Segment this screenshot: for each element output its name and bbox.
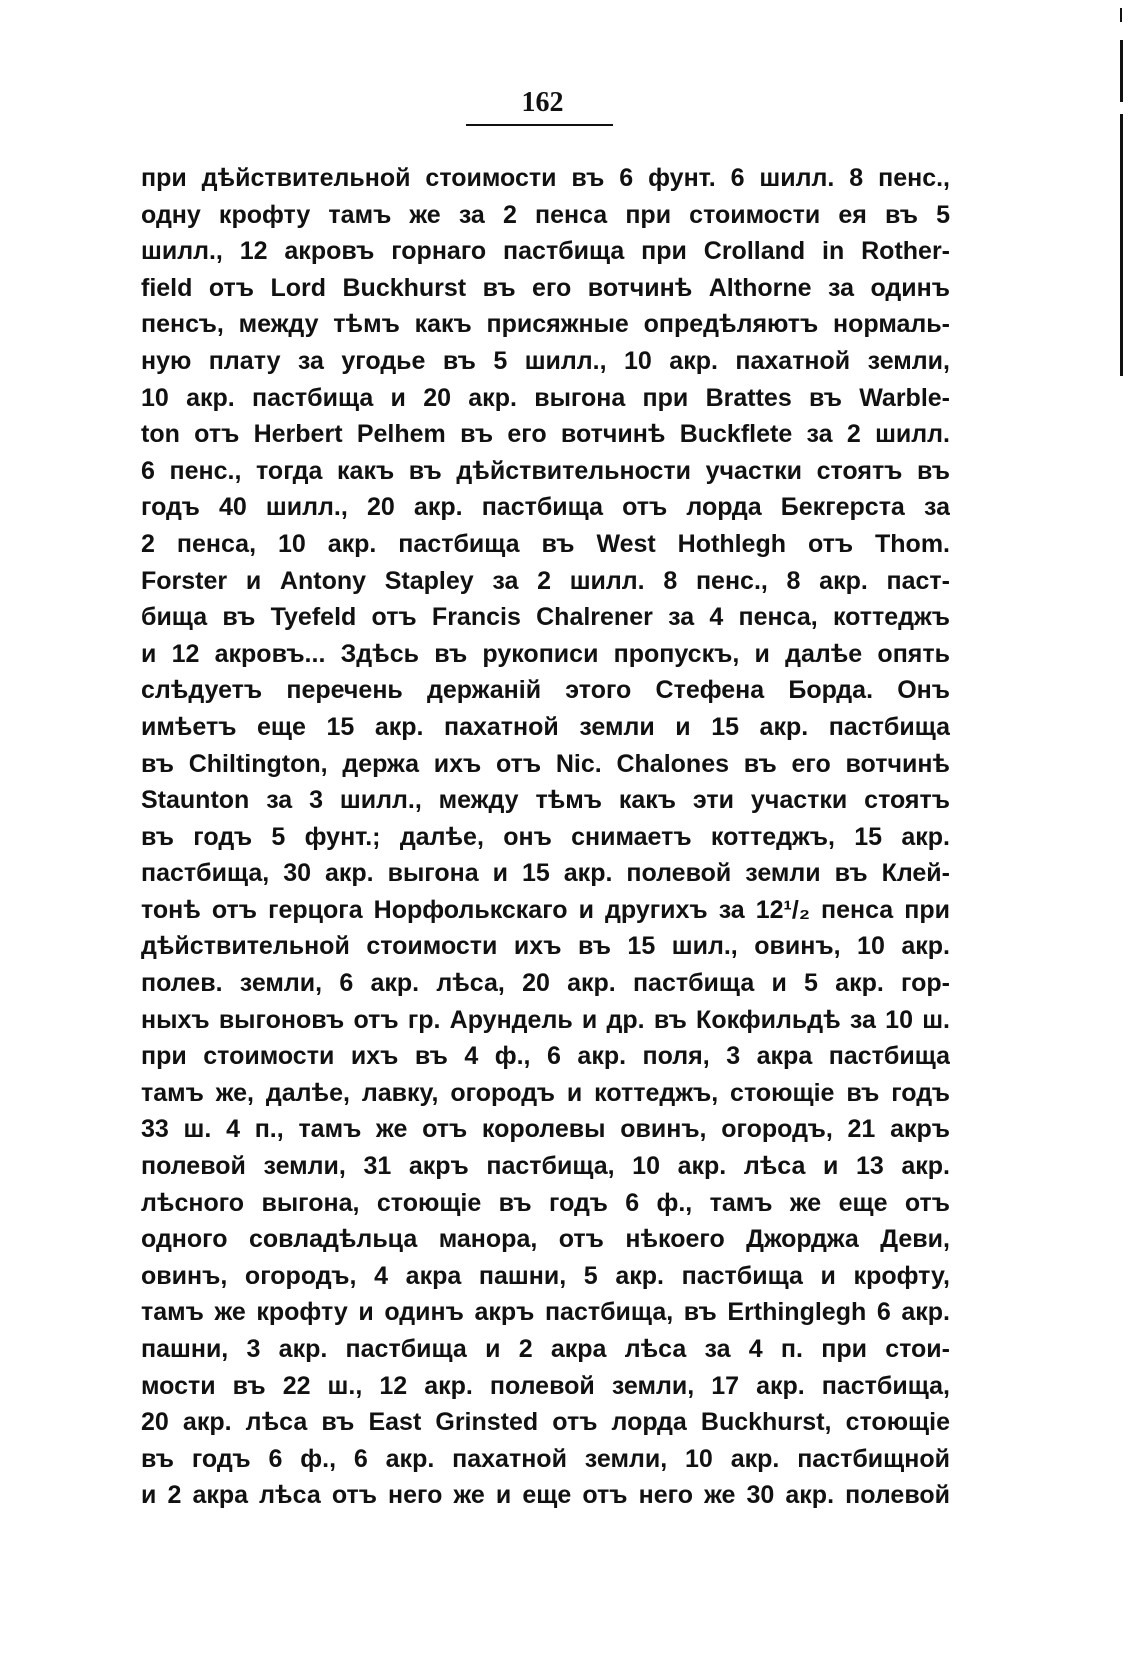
body-text bbox=[141, 160, 950, 1514]
text-line: ныхъ выгоновъ отъ гр. Арундель и др. въ Кокфильдѣ за 10 ш. bbox=[141, 1005, 950, 1034]
text-line: 2 пенса, 10 акр. пастбища въ West Hothlegh отъ Thom. bbox=[141, 529, 950, 558]
page-number: 162 bbox=[521, 87, 564, 118]
text-line: полев. земли, 6 акр. лѣса, 20 акр. пастбища и 5 акр. гор- bbox=[141, 969, 950, 998]
text-line: 6 пенс., тогда какъ въ дѣйствительности участки стоятъ въ bbox=[141, 456, 950, 485]
text-line: въ годъ 5 фунт.; далѣе, онъ снимаетъ коттеджъ, 15 акр. bbox=[141, 822, 950, 851]
text-line: Staunton за 3 шилл., между тѣмъ какъ эти участки стоятъ bbox=[141, 786, 950, 815]
text-line: 20 акр. лѣса въ East Grinsted отъ лорда Buckhurst, стоющіе bbox=[141, 1408, 950, 1437]
text-line: Forster и Antony Stapley за 2 шилл. 8 пенс., 8 акр. паст- bbox=[141, 566, 950, 595]
page-number-rule bbox=[466, 124, 613, 126]
text-line: въ годъ 6 ф., 6 акр. пахатной земли, 10 акр. пастбищной bbox=[141, 1444, 950, 1473]
text-line: полевой земли, 31 акръ пастбища, 10 акр. лѣса и 13 акр. bbox=[141, 1152, 950, 1181]
text-line: въ Chiltington, держа ихъ отъ Nic. Chalones въ его вотчинѣ bbox=[141, 749, 950, 778]
text-line: овинъ, огородъ, 4 акра пашни, 5 акр. пастбища и крофту, bbox=[141, 1261, 950, 1290]
text-line: 10 акр. пастбища и 20 акр. выгона при Brattes въ Warble- bbox=[141, 383, 950, 412]
text-line: тамъ же, далѣе, лавку, огородъ и коттеджъ, стоющіе въ годъ bbox=[141, 1078, 950, 1107]
text-line: тонѣ отъ герцога Норфолькскаго и другихъ за 12¹/₂ пенса при bbox=[141, 895, 950, 924]
text-line: одного совладѣльца манора, отъ нѣкоего Джорджа Деви, bbox=[141, 1225, 950, 1254]
text-line: при стоимости ихъ въ 4 ф., 6 акр. поля, 3 акра пастбища bbox=[141, 1042, 950, 1071]
text-line: лѣсного выгона, стоющіе въ годъ 6 ф., тамъ же еще отъ bbox=[141, 1188, 950, 1217]
text-line: и 12 акровъ... Здѣсь въ рукописи пропускъ, и далѣе опять bbox=[141, 639, 950, 668]
text-line: и 2 акра лѣса отъ него же и еще отъ него же 30 акр. полевой bbox=[141, 1481, 950, 1510]
page-edge-bar bbox=[1120, 40, 1123, 102]
text-line: тамъ же крофту и одинъ акръ пастбища, въ Erthinglegh 6 акр. bbox=[141, 1298, 950, 1327]
text-line: field отъ Lord Buckhurst въ его вотчинѣ Althorne за одинъ bbox=[141, 273, 950, 302]
text-line: ton отъ Herbert Pelhem въ его вотчинѣ Buckflete за 2 шилл. bbox=[141, 420, 950, 449]
text-line: годъ 40 шилл., 20 акр. пастбища отъ лорда Бекгерста за bbox=[141, 493, 950, 522]
text-line: пенсъ, между тѣмъ какъ присяжные опредѣляютъ нормаль- bbox=[141, 310, 950, 339]
text-line: пастбища, 30 акр. выгона и 15 акр. полевой земли въ Клей- bbox=[141, 859, 950, 888]
text-line: одну крофту тамъ же за 2 пенса при стоимости ея въ 5 bbox=[141, 200, 950, 229]
text-line: бища въ Tyefeld отъ Francis Chalrener за 4 пенса, коттеджъ bbox=[141, 603, 950, 632]
text-line: 33 ш. 4 п., тамъ же отъ королевы овинъ, огородъ, 21 акръ bbox=[141, 1115, 950, 1144]
text-line: пашни, 3 акр. пастбища и 2 акра лѣса за 4 п. при стои- bbox=[141, 1335, 950, 1363]
text-line: слѣдуетъ перечень держаній этого Стефена Борда. Онъ bbox=[141, 676, 950, 705]
text-line: имѣетъ еще 15 акр. пахатной земли и 15 акр. пастбища bbox=[141, 712, 950, 741]
text-line: ную плату за угодье въ 5 шилл., 10 акр. пахатной земли, bbox=[141, 346, 950, 375]
text-line: мости въ 22 ш., 12 акр. полевой земли, 17 акр. пастбища, bbox=[141, 1371, 950, 1400]
page-edge-mark bbox=[1120, 8, 1122, 22]
text-line: шилл., 12 акровъ горнаго пастбища при Crolland in Rother- bbox=[141, 237, 950, 266]
text-line: дѣйствительной стоимости ихъ въ 15 шил., овинъ, 10 акр. bbox=[141, 932, 950, 961]
text-line: при дѣйствительной стоимости въ 6 фунт. 6 шилл. 8 пенс., bbox=[141, 164, 950, 192]
page-edge-bar bbox=[1120, 114, 1123, 376]
